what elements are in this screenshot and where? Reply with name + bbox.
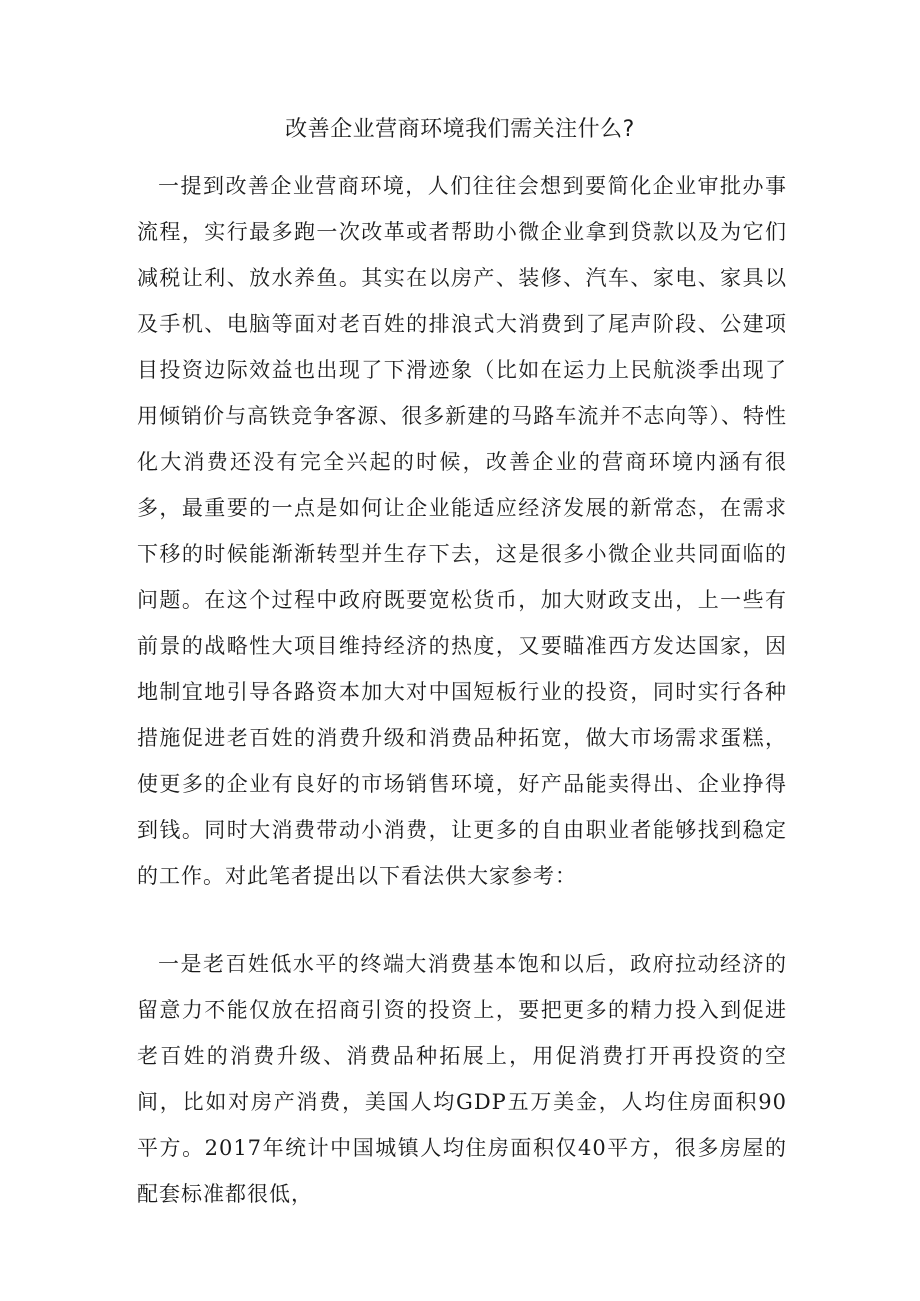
document-title: 改善企业营商环境我们需关注什么? [285,117,635,142]
paragraph-point-one: 一是老百姓低水平的终端大消费基本饱和以后，政府拉动经济的留意力不能仅放在招商引资的投资上，要把更多的精力投入到促进老百姓的消费升级、消费品种拓展上，用促消费打开再投资的空间，比如对房产消费，美国人均GDP五万美金，人均住房面积90平方。2017年统计中国城镇人均住房面积仅40平方，很多房屋的配套标准都很低， [137,952,787,1206]
paragraph-intro: 一提到改善企业营商环境，人们往往会想到要简化企业审批办事流程，实行最多跑一次改革或者帮助小微企业拿到贷款以及为它们减税让利、放水养鱼。其实在以房产、装修、汽车、家电、家具以及手机、电脑等面对老百姓的排浪式大消费到了尾声阶段、公建项目投资边际效益也出现了下滑迹象（比如在运力上民航淡季出现了用倾销价与高铁竞争客源、很多新建的马路车流并不志向等）、特性化大消费还没有完全兴起的时候，改善企业的营商环境内涵有很多，最重要的一点是如何让企业能适应经济发展的新常态，在需求下移的时候能渐渐转型并生存下去，这是很多小微企业共同面临的问题。在这个过程中政府既要宽松货币，加大财政支出，上一些有前景的战略性大项目维持经济的热度，又要瞄准西方发达国家，因地制宜地引导各路资本加大对中国短板行业的投资，同时实行各种措施促进老百姓的消费升级和消费品种拓宽，做大市场需求蛋糕，使更多的企业有良好的市场销售环境，好产品能卖得出、企业挣得到钱。同时大消费带动小消费，让更多的自由职业者能够找到稳定的工作。对此笔者提出以下看法供大家参考： [137,174,787,888]
